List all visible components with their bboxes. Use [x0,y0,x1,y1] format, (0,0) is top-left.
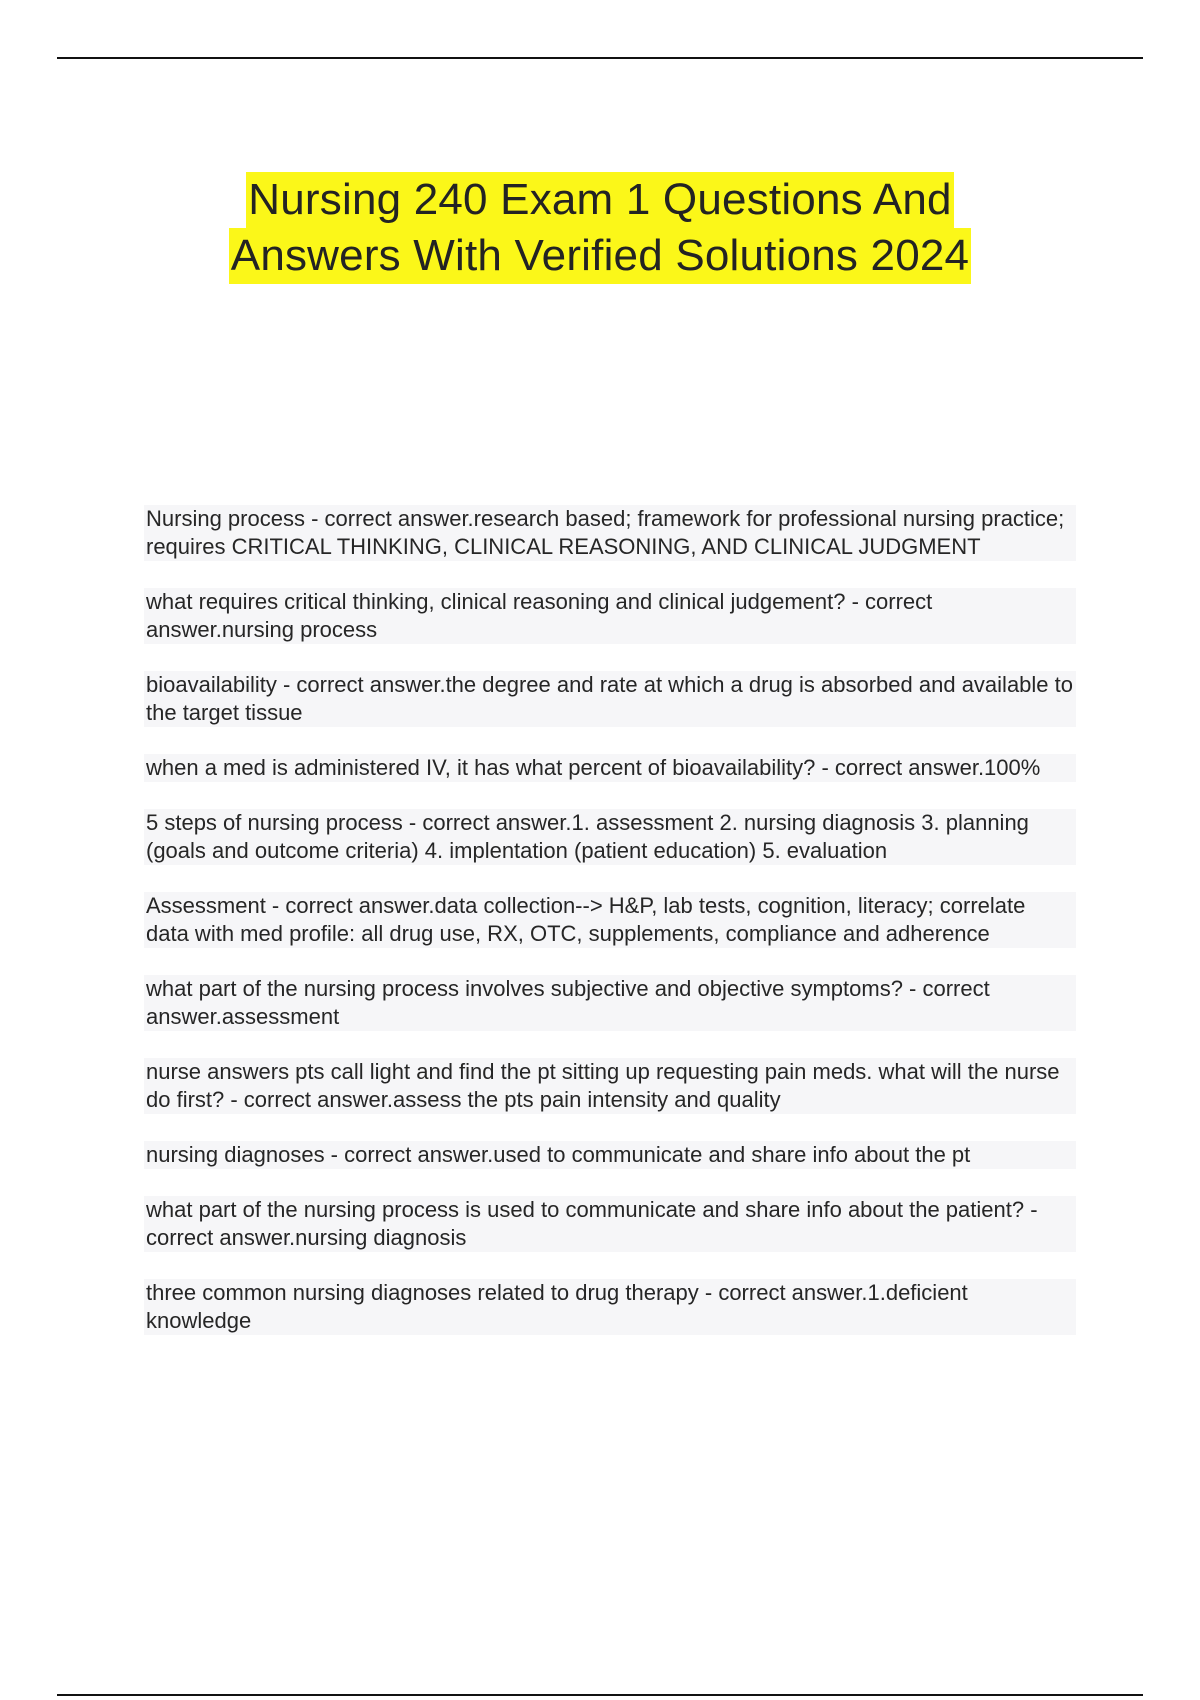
bottom-divider [57,1694,1143,1696]
qa-item: when a med is administered IV, it has what percent of bioavailability? - correct answer.100% [144,754,1076,782]
qa-item: what part of the nursing process is used to communicate and share info about the patient? - correct answer.nursing diagnosis [144,1196,1076,1252]
top-divider [57,57,1143,59]
qa-list [144,505,1076,1362]
qa-item: nurse answers pts call light and find the pt sitting up requesting pain meds. what will the nurse do first? - correct answer.assess the pts pain intensity and quality [144,1058,1076,1114]
title-line-1: Nursing 240 Exam 1 Questions And [246,172,953,228]
qa-item: bioavailability - correct answer.the degree and rate at which a drug is absorbed and available to the target tissue [144,671,1076,727]
qa-item: Nursing process - correct answer.research based; framework for professional nursing practice; requires CRITICAL THINKING, CLINICAL REASONING, AND CLINICAL JUDGMENT [144,505,1076,561]
qa-item: Assessment - correct answer.data collection--> H&P, lab tests, cognition, literacy; correlate data with med profile: all drug use, RX, OTC, supplements, compliance and adherence [144,892,1076,948]
title-line-2: Answers With Verified Solutions 2024 [229,228,971,284]
qa-item: nursing diagnoses - correct answer.used to communicate and share info about the pt [144,1141,1076,1169]
document-title [0,172,1200,284]
qa-item: 5 steps of nursing process - correct answer.1. assessment 2. nursing diagnosis 3. planning (goals and outcome criteria) 4. implentation (patient education) 5. evaluation [144,809,1076,865]
qa-item: what part of the nursing process involves subjective and objective symptoms? - correct answer.assessment [144,975,1076,1031]
qa-item: what requires critical thinking, clinical reasoning and clinical judgement? - correct answer.nursing process [144,588,1076,644]
qa-item: three common nursing diagnoses related to drug therapy - correct answer.1.deficient knowledge [144,1279,1076,1335]
